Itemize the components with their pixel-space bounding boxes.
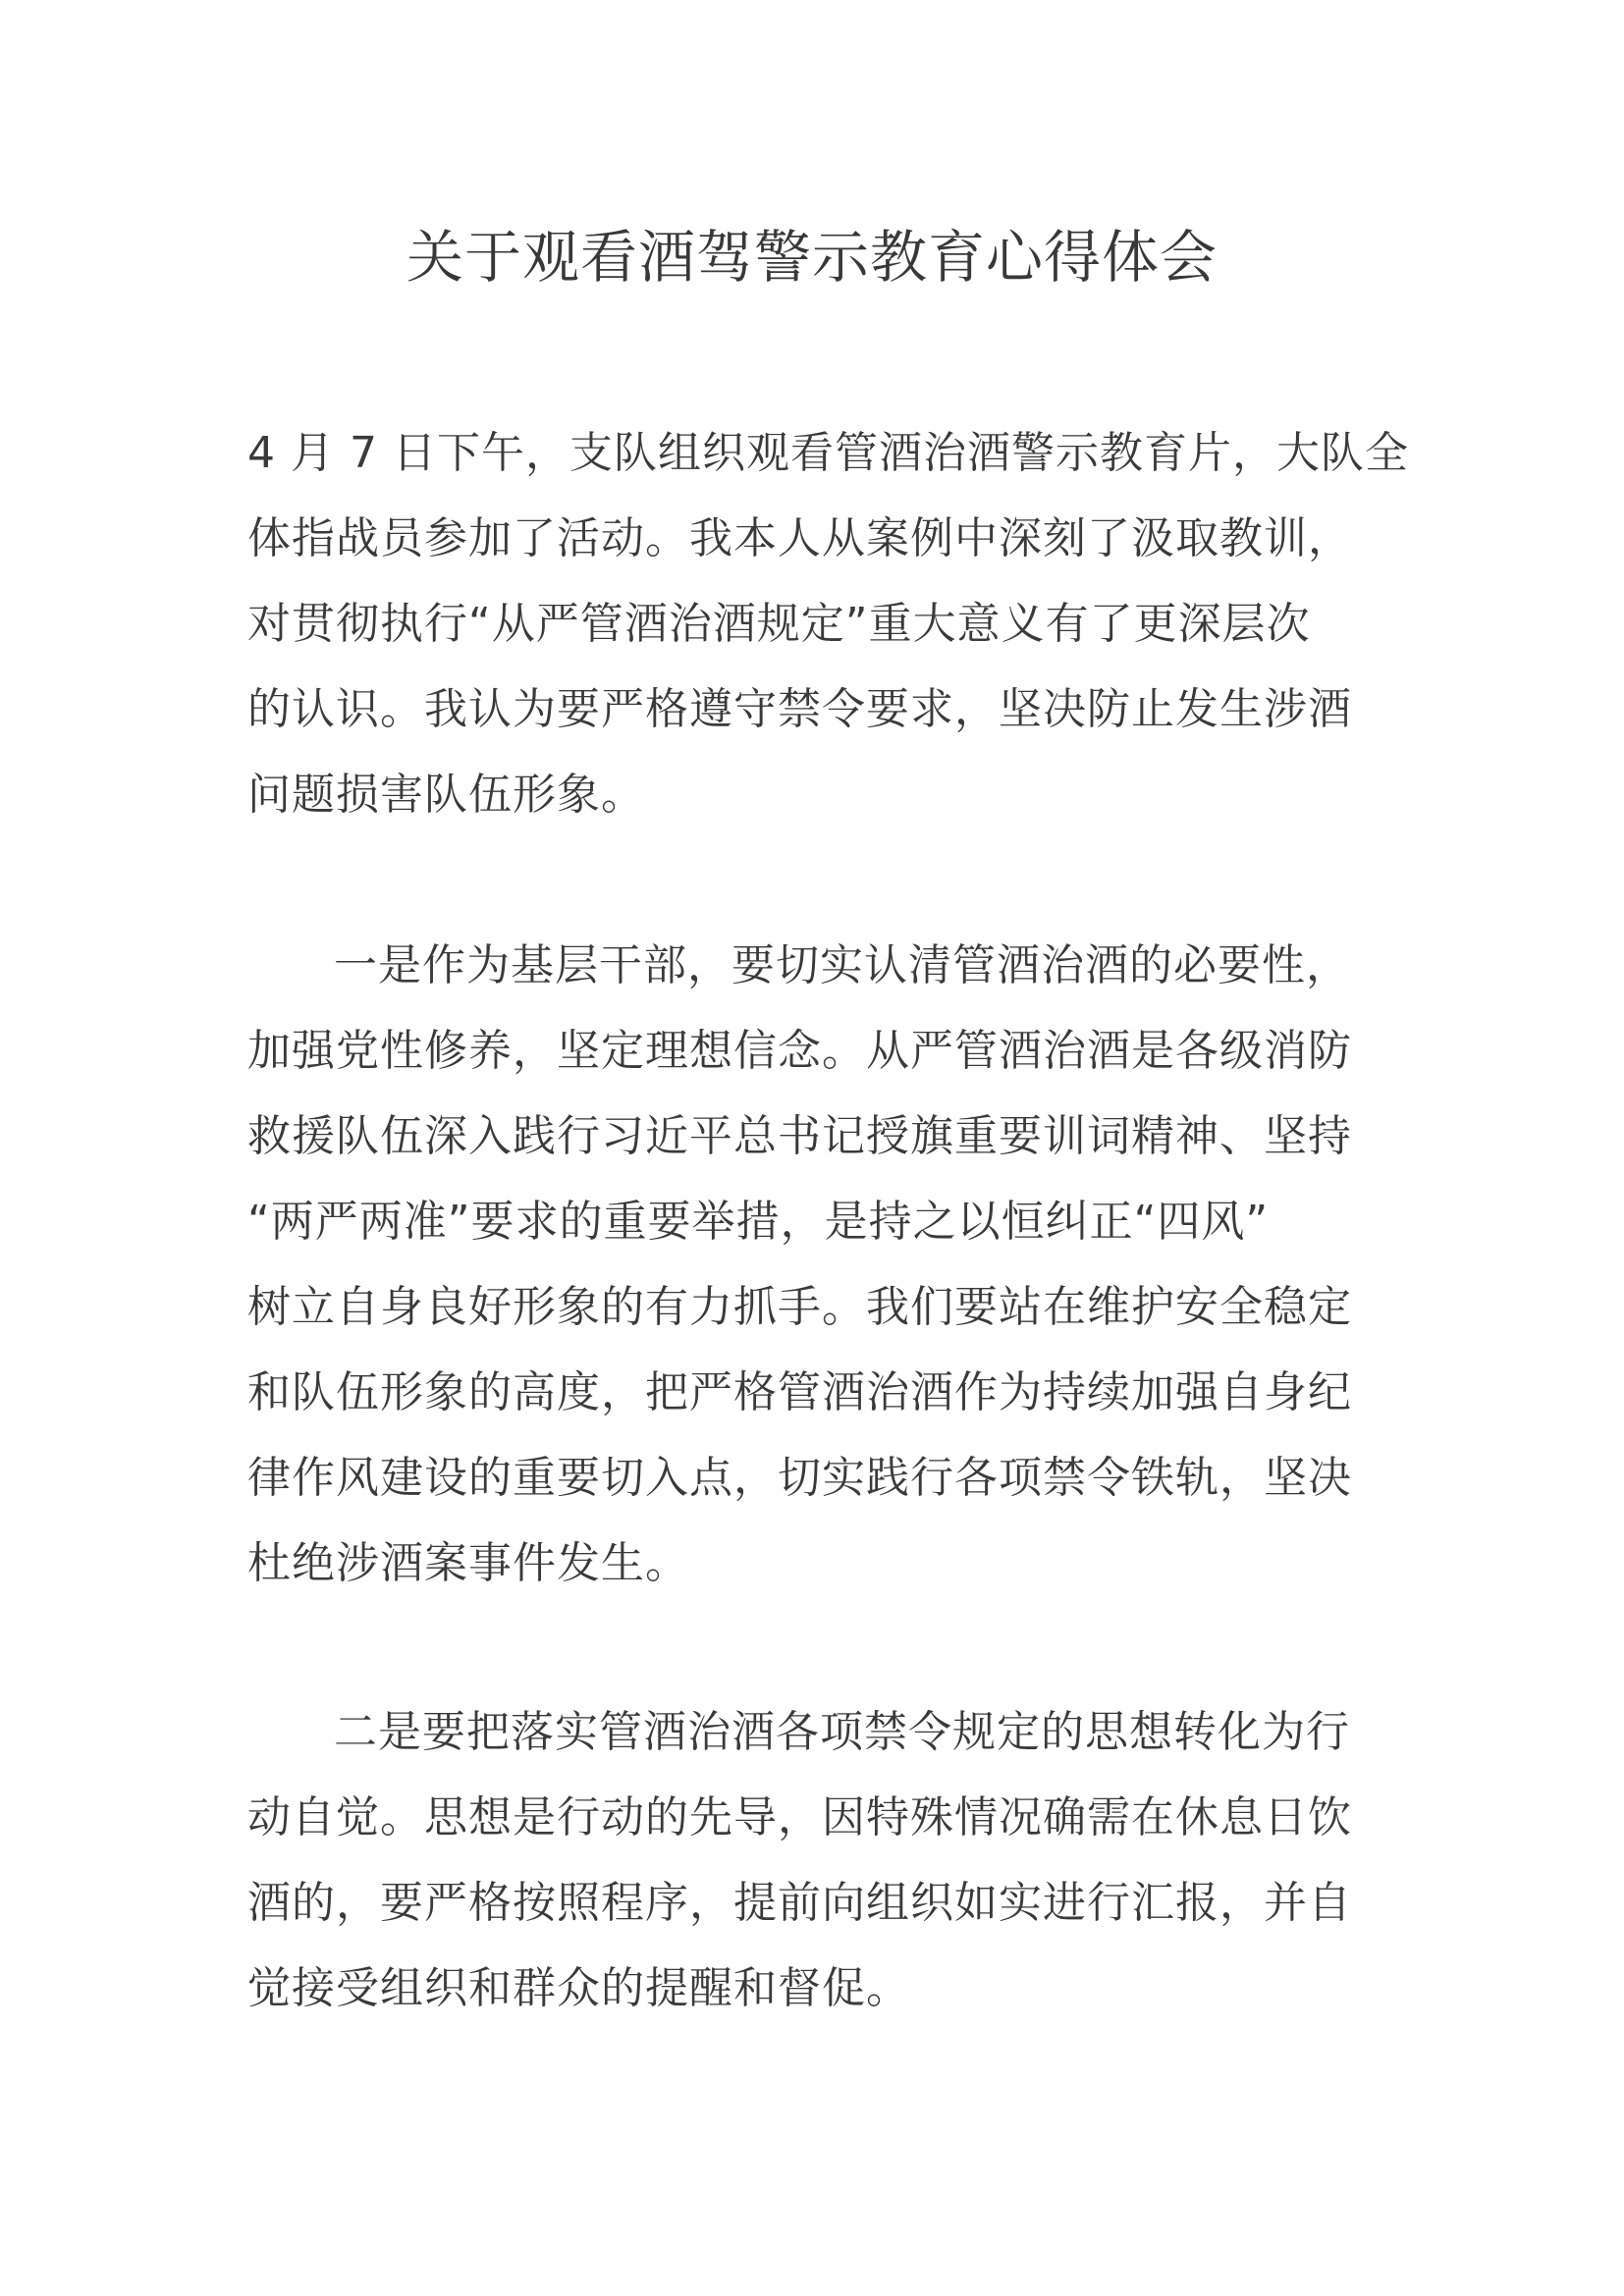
document-title: 关于观看酒驾警示教育心得体会 <box>406 224 1218 291</box>
paragraph-line: 4 月 7 日下午，支队组织观看管酒治酒警示教育片，大队全 <box>247 428 1409 478</box>
paragraph-line: 树立自身良好形象的有力抓手。我们要站在维护安全稳定 <box>247 1282 1352 1332</box>
paragraph-line: 觉接受组织和群众的提醒和督促。 <box>247 1963 910 2013</box>
paragraph-line: 动自觉。思想是行动的先导，因特殊情况确需在休息日饮 <box>247 1792 1352 1842</box>
paragraph-line: 体指战员参加了活动。我本人从案例中深刻了汲取教训， <box>247 513 1352 563</box>
paragraph-line: 二是要把落实管酒治酒各项禁令规定的思想转化为行 <box>334 1707 1350 1757</box>
paragraph-line: 和队伍形象的高度，把严格管酒治酒作为持续加强自身纪 <box>247 1367 1352 1417</box>
paragraph-line: 的认识。我认为要严格遵守禁令要求，坚决防止发生涉酒 <box>247 684 1352 734</box>
paragraph-line: 律作风建设的重要切入点，切实践行各项禁令铁轨，坚决 <box>247 1453 1352 1503</box>
paragraph-line: 加强党性修养，坚定理想信念。从严管酒治酒是各级消防 <box>247 1026 1352 1076</box>
paragraph-line: 救援队伍深入践行习近平总书记授旗重要训词精神、坚持 <box>247 1111 1352 1161</box>
paragraph-line: 对贯彻执行“从严管酒治酒规定”重大意义有了更深层次 <box>247 599 1311 649</box>
paragraph-line: “两严两准”要求的重要举措，是持之以恒纠正“四风” <box>247 1197 1270 1247</box>
paragraph-line: 酒的，要严格按照程序，提前向组织如实进行汇报，并自 <box>247 1878 1352 1928</box>
paragraph-line: 一是作为基层干部，要切实认清管酒治酒的必要性， <box>334 940 1350 990</box>
paragraph-line: 问题损害队伍形象。 <box>247 770 645 820</box>
paragraph-line: 杜绝涉酒案事件发生。 <box>247 1538 689 1588</box>
